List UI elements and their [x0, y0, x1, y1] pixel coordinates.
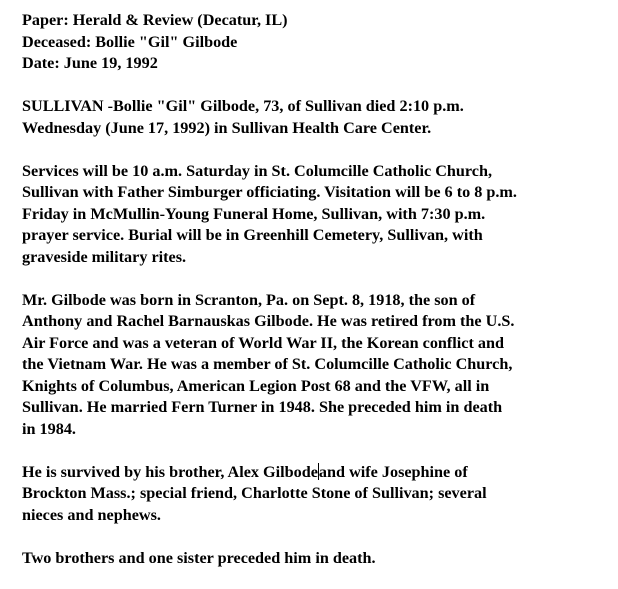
text-line: [22, 462, 612, 484]
text-line: in 1984.: [22, 419, 76, 438]
date-line: Date: June 19, 1992: [22, 54, 158, 72]
paragraph-biography: [22, 290, 612, 441]
paragraph-gap: [22, 139, 612, 161]
paragraph-gap: [22, 526, 612, 548]
paragraph-gap: [22, 440, 612, 462]
paragraph-death-notice: [22, 96, 612, 139]
text-line: Mr. Gilbode was born in Scranton, Pa. on Sept. 8, 1918, the son of: [22, 290, 476, 309]
text-line: Two brothers and one sister preceded him in death.: [22, 548, 376, 567]
paragraph-services: [22, 161, 612, 269]
text-line: Sullivan. He married Fern Turner in 1948. She preceded him in death: [22, 398, 503, 416]
header-block: [22, 10, 612, 75]
survivors-text-after-cursor: and wife Josephine of: [318, 462, 468, 481]
text-line: Friday in McMullin-Young Funeral Home, Sullivan, with 7:30 p.m.: [22, 204, 486, 223]
text-line: Brockton Mass.; special friend, Charlotte Stone of Sullivan; several: [22, 484, 487, 502]
text-line: SULLIVAN -Bollie "Gil" Gilbode, 73, of Sullivan died 2:10 p.m.: [22, 97, 464, 115]
text-line: the Vietnam War. He was a member of St. Columcille Catholic Church,: [22, 355, 513, 373]
paragraph-gap: [22, 75, 612, 97]
paragraph-gap: [22, 268, 612, 290]
paragraph-preceded: [22, 548, 612, 570]
text-line: Wednesday (June 17, 1992) in Sullivan Health Care Center.: [22, 118, 432, 137]
text-line: graveside military rites.: [22, 247, 187, 266]
text-line: prayer service. Burial will be in Greenhill Cemetery, Sullivan, with: [22, 226, 483, 244]
text-line: Air Force and was a veteran of World War II, the Korean conflict and: [22, 333, 505, 352]
text-line: Knights of Columbus, American Legion Post 68 and the VFW, all in: [22, 376, 490, 395]
deceased-line: Deceased: Bollie "Gil" Gilbode: [22, 32, 238, 51]
paper-line: Paper: Herald & Review (Decatur, IL): [22, 11, 288, 29]
text-line: nieces and nephews.: [22, 505, 161, 524]
text-line: Sullivan with Father Simburger officiating. Visitation will be 6 to 8 p.m.: [22, 183, 517, 201]
survivors-text-before-cursor: He is survived by his brother, Alex Gilbode: [22, 462, 318, 481]
text-line: Anthony and Rachel Barnauskas Gilbode. He was retired from the U.S.: [22, 312, 515, 330]
paragraph-survivors: [22, 462, 612, 527]
text-line: Services will be 10 a.m. Saturday in St. Columcille Catholic Church,: [22, 161, 493, 180]
obituary-document[interactable]: [22, 10, 612, 569]
